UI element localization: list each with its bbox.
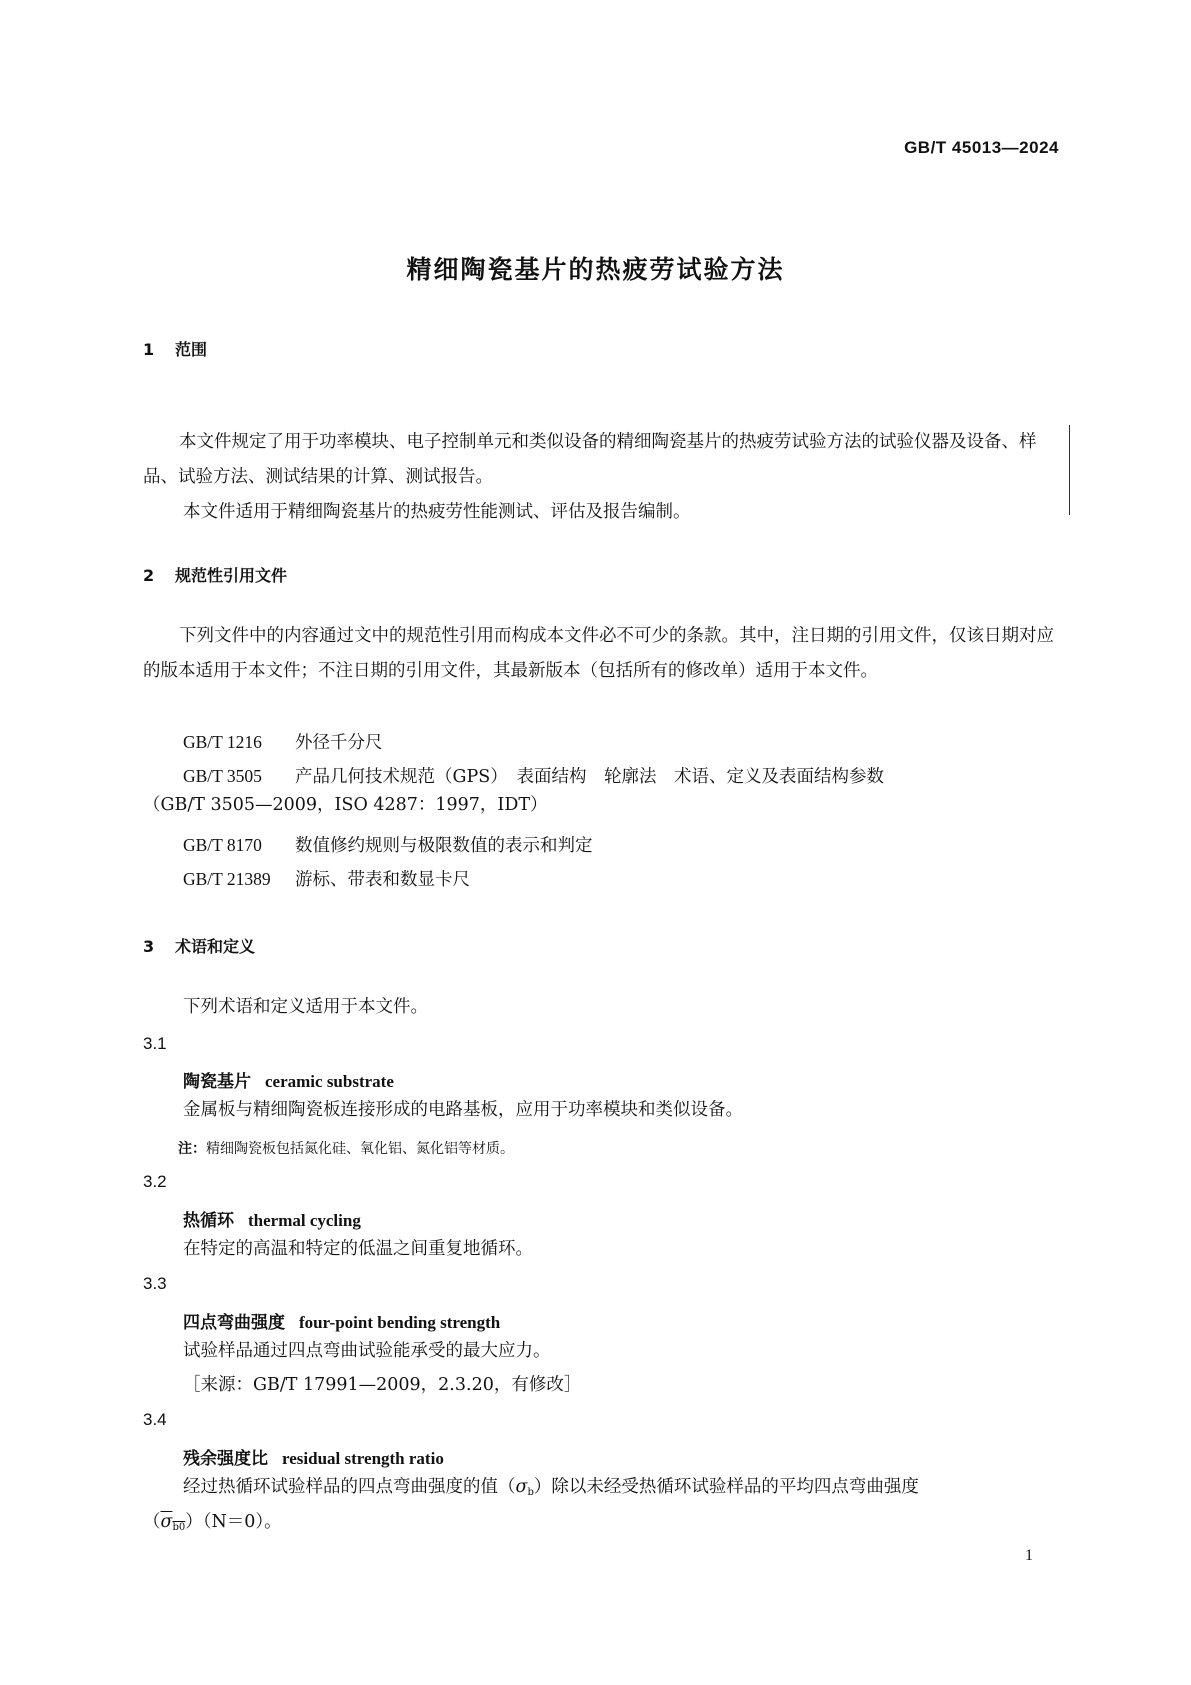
document-title: 精细陶瓷基片的热疲劳试验方法 [406, 255, 785, 284]
term-english: four-point bending strength [299, 1313, 501, 1332]
reference-item [183, 729, 383, 754]
term-number: 3.3 [143, 1274, 167, 1293]
section-3-title: 术语和定义 [175, 937, 256, 956]
term-definition: 在特定的高温和特定的低温之间重复地循环。 [183, 1239, 533, 1259]
definition-text: （ [143, 1512, 161, 1532]
term-definition: 试验样品通过四点弯曲试验能承受的最大应力。 [183, 1341, 551, 1361]
definition-text: ）（N＝0）。 [185, 1512, 282, 1532]
page-number: 1 [1025, 1547, 1033, 1564]
term-number: 3.4 [143, 1410, 167, 1429]
scope-paragraph-2: 本文件适用于精细陶瓷基片的热疲劳性能测试、评估及报告编制。 [183, 502, 691, 522]
section-1-heading [143, 337, 207, 360]
sigma-symbol: σ [515, 1477, 528, 1497]
term-entry [183, 1444, 444, 1469]
reference-title: 游标、带表和数显卡尺 [295, 870, 470, 890]
term-entry [183, 1206, 361, 1231]
section-2-title: 规范性引用文件 [175, 566, 288, 585]
term-note [178, 1138, 514, 1158]
section-1-title: 范围 [175, 340, 208, 359]
term-definition [183, 1470, 919, 1510]
subscript-b0: b0 [172, 1522, 186, 1533]
note-label: 注： [178, 1141, 206, 1157]
term-english: ceramic substrate [265, 1072, 394, 1091]
definition-text: ）除以未经受热循环试验样品的平均四点弯曲强度 [533, 1477, 919, 1497]
term-source: ［来源：GB/T 17991—2009，2.3.20，有修改］ [183, 1375, 582, 1395]
term-entry [183, 1308, 500, 1333]
sigma-symbol: σ [160, 1512, 173, 1532]
reference-title: 数值修约规则与极限数值的表示和判定 [295, 836, 593, 856]
reference-title: 外径千分尺 [295, 733, 383, 753]
term-english: residual strength ratio [282, 1449, 444, 1468]
reference-title: 产品几何技术规范（GPS） 表面结构 轮廓法 术语、定义及表面结构参数 [295, 767, 884, 787]
subscript-b: b [527, 1487, 534, 1498]
term-english: thermal cycling [248, 1211, 361, 1230]
section-3-number: 3 [143, 937, 155, 956]
normative-references-intro: 下列文件中的内容通过文中的规范性引用而构成本文件必不可少的条款。其中，注日期的引用文件，仅该日期对应的版本适用于本文件；不注日期的引用文件，其最新版本（包括所有的修改单）适用于本文件。 [143, 626, 1054, 681]
term-definition-continued [143, 1505, 282, 1545]
reference-continuation: （GB/T 3505—2009，ISO 4287：1997，IDT） [143, 795, 548, 815]
term-chinese: 热循环 [183, 1211, 234, 1231]
mean-sigma [161, 1512, 186, 1532]
revision-change-bar [1069, 425, 1070, 515]
section-2-heading [143, 563, 287, 586]
section-3-heading [143, 934, 255, 957]
term-number: 3.2 [143, 1172, 167, 1191]
scope-paragraph-1: 本文件规定了用于功率模块、电子控制单元和类似设备的精细陶瓷基片的热疲劳试验方法的试验仪器及设备、样品、试验方法、测试结果的计算、测试报告。 [143, 432, 1037, 487]
reference-code: GB/T 21389 [183, 869, 271, 889]
term-chinese: 四点弯曲强度 [183, 1313, 285, 1333]
section-2-number: 2 [143, 566, 155, 585]
note-text: 精细陶瓷板包括氮化硅、氧化铝、氮化铝等材质。 [206, 1141, 514, 1157]
reference-item [183, 763, 884, 788]
terms-intro: 下列术语和定义适用于本文件。 [183, 997, 428, 1017]
reference-code: GB/T 3505 [183, 766, 262, 786]
definition-text: 经过热循环试验样品的四点弯曲强度的值（ [183, 1477, 516, 1497]
term-chinese: 残余强度比 [183, 1449, 268, 1469]
term-entry [183, 1067, 394, 1092]
standard-number: GB/T 45013—2024 [904, 138, 1059, 157]
term-number: 3.1 [143, 1034, 167, 1053]
reference-item [183, 866, 470, 891]
term-chinese: 陶瓷基片 [183, 1072, 251, 1092]
term-definition: 金属板与精细陶瓷板连接形成的电路基板，应用于功率模块和类似设备。 [183, 1100, 743, 1120]
reference-item [183, 832, 593, 857]
reference-code: GB/T 8170 [183, 835, 262, 855]
reference-code: GB/T 1216 [183, 732, 262, 752]
section-1-number: 1 [143, 340, 155, 359]
